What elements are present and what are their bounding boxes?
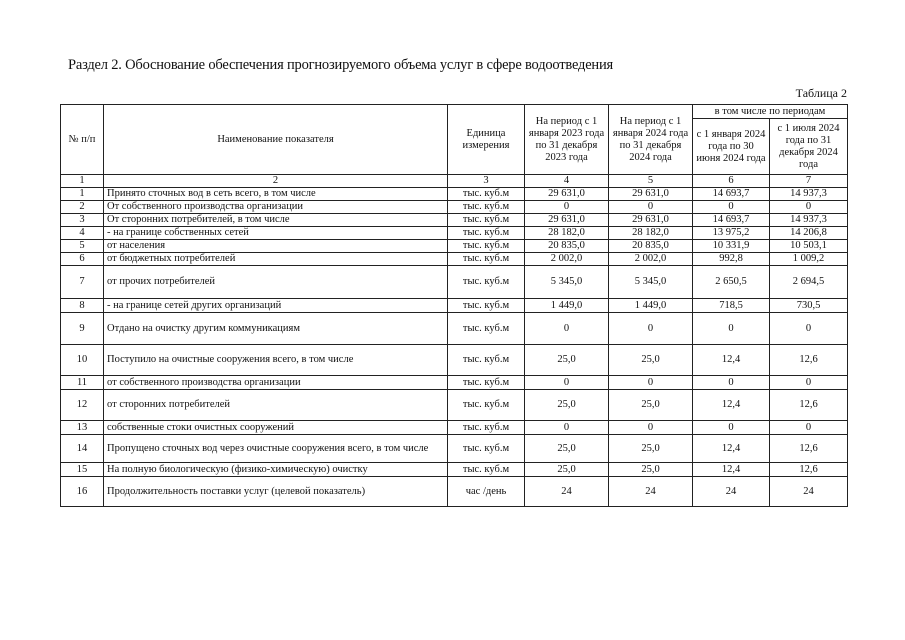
- value-h1-2024: 0: [693, 313, 770, 345]
- value-2023: 25,0: [525, 463, 609, 477]
- value-h2-2024: 0: [770, 313, 848, 345]
- section-title: Раздел 2. Обоснование обеспечения прогнозируемого объема услуг в сфере водоотведения: [68, 57, 614, 73]
- value-h2-2024: 0: [770, 376, 848, 390]
- table-row: [61, 435, 848, 463]
- value-h2-2024: 730,5: [770, 299, 848, 313]
- value-h2-2024: 2 694,5: [770, 266, 848, 299]
- row-number: 4: [61, 227, 104, 240]
- row-unit: тыс. куб.м: [448, 201, 525, 214]
- value-2023: 2 002,0: [525, 253, 609, 266]
- row-unit: тыс. куб.м: [448, 463, 525, 477]
- value-h1-2024: 24: [693, 477, 770, 507]
- header-period-2023: На период с 1 января 2023 года по 31 декабря 2023 года: [525, 105, 609, 175]
- col-number: 6: [693, 175, 770, 188]
- row-name: Принято сточных вод в сеть всего, в том числе: [104, 188, 448, 201]
- value-2024: 2 002,0: [609, 253, 693, 266]
- row-unit: тыс. куб.м: [448, 421, 525, 435]
- row-name: от населения: [104, 240, 448, 253]
- row-number: 13: [61, 421, 104, 435]
- value-h2-2024: 14 937,3: [770, 214, 848, 227]
- row-unit: тыс. куб.м: [448, 240, 525, 253]
- row-name: На полную биологическую (физико-химическую) очистку: [104, 463, 448, 477]
- value-h1-2024: 2 650,5: [693, 266, 770, 299]
- value-h1-2024: 12,4: [693, 390, 770, 421]
- column-number-row: [61, 175, 848, 188]
- value-h1-2024: 718,5: [693, 299, 770, 313]
- value-2023: 0: [525, 421, 609, 435]
- col-number: 3: [448, 175, 525, 188]
- row-name: Пропущено сточных вод через очистные сооружения всего, в том числе: [104, 435, 448, 463]
- table-row: [61, 421, 848, 435]
- value-2023: 0: [525, 201, 609, 214]
- table-row: [61, 477, 848, 507]
- row-unit: тыс. куб.м: [448, 299, 525, 313]
- value-h2-2024: 12,6: [770, 390, 848, 421]
- header-h1-2024: с 1 января 2024 года по 30 июня 2024 года: [693, 119, 770, 175]
- row-name: от собственного производства организации: [104, 376, 448, 390]
- table-row: [61, 266, 848, 299]
- row-unit: тыс. куб.м: [448, 253, 525, 266]
- table-row: [61, 240, 848, 253]
- value-h1-2024: 12,4: [693, 345, 770, 376]
- row-number: 12: [61, 390, 104, 421]
- row-number: 7: [61, 266, 104, 299]
- value-2023: 20 835,0: [525, 240, 609, 253]
- value-2024: 28 182,0: [609, 227, 693, 240]
- value-h1-2024: 0: [693, 421, 770, 435]
- table-row: [61, 463, 848, 477]
- value-2024: 25,0: [609, 463, 693, 477]
- value-2024: 0: [609, 421, 693, 435]
- value-2024: 29 631,0: [609, 214, 693, 227]
- row-unit: тыс. куб.м: [448, 227, 525, 240]
- table-row: [61, 253, 848, 266]
- value-2023: 25,0: [525, 435, 609, 463]
- value-2024: 24: [609, 477, 693, 507]
- value-2023: 24: [525, 477, 609, 507]
- row-number: 1: [61, 188, 104, 201]
- row-name: Отдано на очистку другим коммуникациям: [104, 313, 448, 345]
- row-unit: тыс. куб.м: [448, 435, 525, 463]
- value-2023: 29 631,0: [525, 188, 609, 201]
- data-table: [60, 104, 848, 507]
- value-2024: 1 449,0: [609, 299, 693, 313]
- col-number: 1: [61, 175, 104, 188]
- row-number: 9: [61, 313, 104, 345]
- value-h1-2024: 0: [693, 376, 770, 390]
- value-h2-2024: 24: [770, 477, 848, 507]
- value-2024: 20 835,0: [609, 240, 693, 253]
- table-row: [61, 345, 848, 376]
- value-2024: 0: [609, 201, 693, 214]
- row-name: Поступило на очистные сооружения всего, в том числе: [104, 345, 448, 376]
- row-unit: час /день: [448, 477, 525, 507]
- value-2023: 5 345,0: [525, 266, 609, 299]
- table-row: [61, 188, 848, 201]
- col-number: 5: [609, 175, 693, 188]
- value-2024: 0: [609, 376, 693, 390]
- value-h2-2024: 1 009,2: [770, 253, 848, 266]
- value-2024: 25,0: [609, 435, 693, 463]
- value-2024: 0: [609, 313, 693, 345]
- value-2024: 29 631,0: [609, 188, 693, 201]
- value-2024: 25,0: [609, 345, 693, 376]
- row-number: 15: [61, 463, 104, 477]
- value-h2-2024: 0: [770, 421, 848, 435]
- table-row: [61, 227, 848, 240]
- value-2024: 25,0: [609, 390, 693, 421]
- value-2023: 29 631,0: [525, 214, 609, 227]
- value-h2-2024: 12,6: [770, 345, 848, 376]
- value-h1-2024: 12,4: [693, 435, 770, 463]
- value-h2-2024: 0: [770, 201, 848, 214]
- row-name: от прочих потребителей: [104, 266, 448, 299]
- row-name: От сторонних потребителей, в том числе: [104, 214, 448, 227]
- header-num: № п/п: [61, 105, 104, 175]
- header-period-2024: На период с 1 января 2024 года по 31 декабря 2024 года: [609, 105, 693, 175]
- value-h1-2024: 12,4: [693, 463, 770, 477]
- row-number: 3: [61, 214, 104, 227]
- header-h2-2024: с 1 июля 2024 года по 31 декабря 2024 года: [770, 119, 848, 175]
- value-2023: 1 449,0: [525, 299, 609, 313]
- value-h2-2024: 14 206,8: [770, 227, 848, 240]
- header-unit: Единица измерения: [448, 105, 525, 175]
- row-unit: тыс. куб.м: [448, 266, 525, 299]
- header-name: Наименование показателя: [104, 105, 448, 175]
- row-name: Продолжительность поставки услуг (целевой показатель): [104, 477, 448, 507]
- value-h1-2024: 13 975,2: [693, 227, 770, 240]
- value-2023: 0: [525, 376, 609, 390]
- table-row: [61, 214, 848, 227]
- row-number: 8: [61, 299, 104, 313]
- value-2023: 25,0: [525, 390, 609, 421]
- row-number: 14: [61, 435, 104, 463]
- row-unit: тыс. куб.м: [448, 345, 525, 376]
- value-2023: 25,0: [525, 345, 609, 376]
- row-number: 16: [61, 477, 104, 507]
- row-name: - на границе собственных сетей: [104, 227, 448, 240]
- row-number: 11: [61, 376, 104, 390]
- row-name: от бюджетных потребителей: [104, 253, 448, 266]
- value-2023: 28 182,0: [525, 227, 609, 240]
- row-unit: тыс. куб.м: [448, 313, 525, 345]
- value-2023: 0: [525, 313, 609, 345]
- col-number: 4: [525, 175, 609, 188]
- row-name: собственные стоки очистных сооружений: [104, 421, 448, 435]
- value-2024: 5 345,0: [609, 266, 693, 299]
- row-number: 5: [61, 240, 104, 253]
- row-name: От собственного производства организации: [104, 201, 448, 214]
- row-number: 6: [61, 253, 104, 266]
- table-row: [61, 376, 848, 390]
- table-row: [61, 299, 848, 313]
- row-number: 2: [61, 201, 104, 214]
- value-h1-2024: 14 693,7: [693, 188, 770, 201]
- col-number: 7: [770, 175, 848, 188]
- table-row: [61, 390, 848, 421]
- value-h2-2024: 12,6: [770, 463, 848, 477]
- row-unit: тыс. куб.м: [448, 376, 525, 390]
- table-row: [61, 201, 848, 214]
- table-label: Таблица 2: [795, 86, 847, 100]
- value-h1-2024: 10 331,9: [693, 240, 770, 253]
- row-name: от сторонних потребителей: [104, 390, 448, 421]
- header-incl-periods: в том числе по периодам: [693, 105, 848, 119]
- value-h1-2024: 0: [693, 201, 770, 214]
- row-unit: тыс. куб.м: [448, 188, 525, 201]
- value-h2-2024: 10 503,1: [770, 240, 848, 253]
- value-h1-2024: 14 693,7: [693, 214, 770, 227]
- row-number: 10: [61, 345, 104, 376]
- value-h2-2024: 12,6: [770, 435, 848, 463]
- value-h1-2024: 992,8: [693, 253, 770, 266]
- col-number: 2: [104, 175, 448, 188]
- table-row: [61, 313, 848, 345]
- row-unit: тыс. куб.м: [448, 390, 525, 421]
- value-h2-2024: 14 937,3: [770, 188, 848, 201]
- row-unit: тыс. куб.м: [448, 214, 525, 227]
- row-name: - на границе сетей других организаций: [104, 299, 448, 313]
